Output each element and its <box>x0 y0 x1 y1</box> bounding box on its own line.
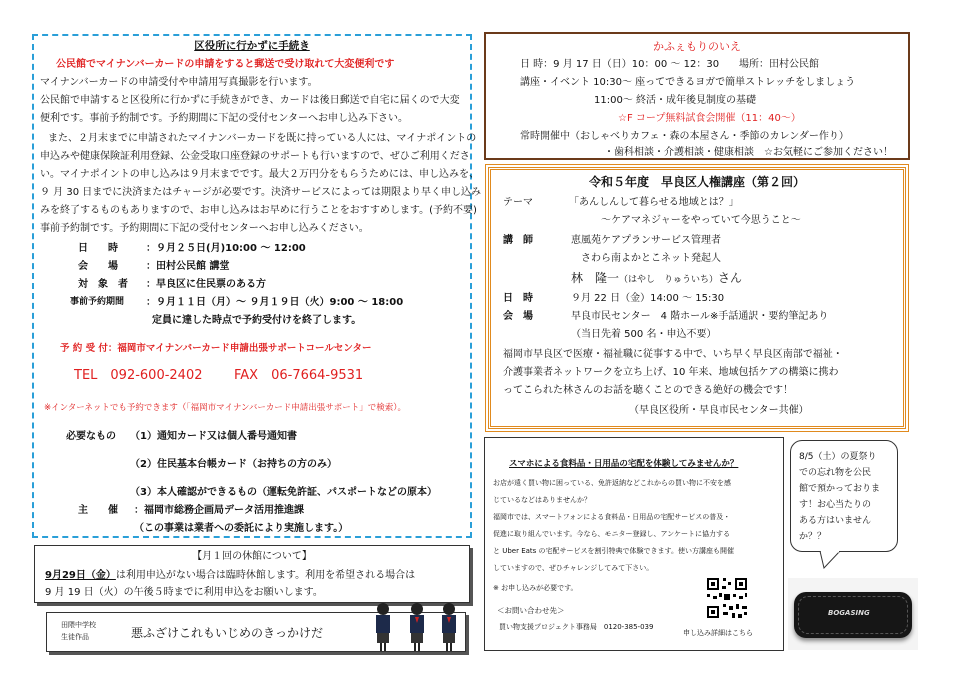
seminar-desc-3: ってこられた林さんのお話を聴くことのできる絶好の機会です！ <box>503 385 793 396</box>
lost-item-bubble <box>790 440 898 552</box>
theme-line-1: 「あんしんして暮らせる地域とは？」 <box>569 197 739 208</box>
paragraph2-line-4: ９ 月 30 日までに決済またはチャージが必要です。決済サービスによっては期限より早く申し込み <box>40 187 481 198</box>
smart-contact-label: ＜お問い合わせ先＞ <box>497 606 565 615</box>
smart-line-6: していますので、ぜひチャレンジしてみて下さい。 <box>493 564 654 572</box>
lecturer-reading: （はやし りゅういち） <box>619 275 719 285</box>
cafe-event-2: 11:00～ 終活・成年後見制度の基礎 <box>594 95 756 106</box>
smart-contact: 買い物支援プロジェクト事務局 0120-385-039 <box>499 623 654 631</box>
student-figure-2 <box>410 603 424 651</box>
students-illustration <box>369 599 465 653</box>
smartphone-delivery-box <box>484 437 784 651</box>
smart-line-1: お店が遠く買い物に困っている、免許返納などこれからの買い物に不安を感 <box>493 479 731 487</box>
qr-caption: 申し込み詳細はこちら <box>683 629 753 637</box>
student-figure-1 <box>376 603 390 651</box>
seminar-capacity: （当日先着 500 名・申込不要） <box>571 329 717 340</box>
intro-line-3: 便利です。事前予約制です。予約期間に下記の受付センターへお申し込み下さい。 <box>40 113 408 124</box>
seminar-desc-1: 福岡市早良区で医療・福祉職に従事する中で、いち早く早良区南部で福祉・ <box>503 349 843 360</box>
paragraph2-line-2: 申込みや健康保険証利用登録、公金受取口座登録のサポートも行いますので、ぜひご利用くださ <box>40 151 470 162</box>
target-label: 対 象 者 <box>78 279 128 290</box>
seminar-venue-value: 早良市民センター 4 階ホール※手話通訳・要約筆記あり <box>571 311 829 322</box>
booking-value: ：９月１１日（月）～ ９月１９日（火）9:00 ～ 18:00 <box>146 297 404 308</box>
seminar-desc-2: 介護事業者ネットワークを立ち上げ、10 年来、地域包括ケアの構築に携わ <box>503 367 839 378</box>
lecturer-title-1: 恵風苑ケアプランサービス管理者 <box>571 235 721 246</box>
closure-date: 9月29日（金） <box>45 570 116 581</box>
smart-title: スマホによる食料品・日用品の宅配を体験してみませんか？ <box>509 459 739 469</box>
paragraph2-line-5: みを終了するものもありますので、お申し込みはお早めに行うことをおすすめします。(予約不要) <box>40 205 477 216</box>
student-work-banner <box>46 612 466 652</box>
smart-line-4: 促進に取り組んでいます。今なら、モニター登録し、アンケートに協力する <box>493 530 731 538</box>
closure-line2: 9 月 19 日（火）の午後５時までに利用申込をお願いします。 <box>45 587 323 598</box>
cafe-title: かふぇもりのいえ <box>653 40 741 53</box>
bubble-line-5: ある方はいません <box>799 516 872 526</box>
closure-notice <box>34 545 470 603</box>
pencil-case-brand: BOGASING <box>828 609 870 617</box>
bubble-line-3: 館で預かっておりま <box>799 484 881 494</box>
seminar-host: （早良区役所・早良市民センター共催） <box>629 405 809 416</box>
organizer-value: ：福岡市総務企画局データ活用推進課 <box>134 505 304 516</box>
venue-value: ：田村公民館 講堂 <box>146 261 230 272</box>
bubble-line-6: か？？ <box>799 532 827 542</box>
qr-code-icon[interactable] <box>705 576 749 620</box>
lecturer-label: 講 師 <box>503 235 533 246</box>
cafe-fcoop: ☆F コープ無料試食会開催（11：40～） <box>618 113 801 124</box>
bubble-tail <box>818 551 842 569</box>
cafe-datetime: 日 時：9 月 17 日（日）10：00 ～ 12：30 場所：田村公民館 <box>520 59 820 70</box>
venue-label: 会 場 <box>78 261 118 272</box>
internet-note: ※インターネットでも予約できます（「福岡市マイナンバーカード申請出張サポート」で検索）。 <box>44 403 407 413</box>
tel-number[interactable]: TEL 092-600-2402 <box>74 368 203 383</box>
closure-title: 【月１回の休館について】 <box>192 551 312 562</box>
date-label: 日 時 <box>78 243 118 254</box>
prereservation-note: 事前予約制です。予約期間に下記の受付センターへお申し込みください。 <box>40 223 369 234</box>
student-work-label: 生徒作品 <box>61 633 89 641</box>
seminar-date-value: ９月 22 日（金）14:00 ～ 15:30 <box>571 293 725 304</box>
theme-label: テーマ <box>503 197 533 208</box>
paragraph2-line-1: また、２月末までに申請されたマイナンバーカードを既に持っている人には、マイナポイントの <box>48 133 477 144</box>
needs-label: 必要なもの <box>66 431 116 442</box>
student-slogan: 悪ふざけこれもいじめのきっかけだ <box>131 626 324 640</box>
mynumber-title: 区役所に行かずに手続き <box>194 40 310 52</box>
smart-line-2: じているなどはありませんか？ <box>493 496 591 504</box>
target-value: ：早良区に住民票のある方 <box>146 279 266 290</box>
lecturer-name: 林 隆一 <box>571 271 620 285</box>
organizer-label: 主 催 <box>78 505 118 516</box>
student-figure-3 <box>442 603 456 651</box>
seminar-venue-label: 会 場 <box>503 311 533 322</box>
intro-line-2: 公民館で申請すると区役所に行かずに手続きができ、カードは後日郵送で自宅に届くので大変 <box>40 95 460 106</box>
seminar-date-label: 日 時 <box>503 293 533 304</box>
organizer-note: （この事業は業者への委託により実施します。） <box>134 523 349 534</box>
smart-note: ※ お申し込みが必要です。 <box>493 584 578 592</box>
lecturer-title-2: さわら南よかとこネット発起人 <box>581 253 721 264</box>
smart-line-5: と Uber Eats の宅配サービスを割引特典で体験できます。使い方講座も開催 <box>493 547 734 555</box>
theme-line-2: ～ケアマネジャーをやっていて今思うこと～ <box>601 215 801 226</box>
student-school: 田隈中学校 <box>61 621 96 629</box>
human-rights-seminar-box <box>488 167 906 429</box>
needs-item-3: （3）本人確認ができるもの（運転免許証、パスポートなどの原本） <box>130 487 437 498</box>
mynumber-panel <box>32 34 481 538</box>
mynumber-subtitle: 公民館でマイナンバーカードの申請をすると郵送で受け取れて大変便利です <box>56 59 395 70</box>
reservation-center: 予 約 受 付：福岡市マイナンバーカード申請出張サポートコールセンター <box>60 343 372 354</box>
cafe-event-1: 講座・イベント 10:30～ 座ってできるヨガで簡単ストレッチをしましょう <box>520 77 856 88</box>
seminar-title: 令和５年度 早良区人権講座（第２回） <box>588 175 805 189</box>
cafe-morinoie-box <box>484 32 910 160</box>
lecturer-honorific: さん <box>718 271 743 285</box>
pencil-case <box>794 592 912 638</box>
smart-line-3: 福岡市では、スマートフォンによる食料品・日用品の宅配サービスの普及・ <box>493 513 731 521</box>
cafe-regular-1: 常時開催中（おしゃべりカフェ・森の本屋さん・季節のカレンダー作り） <box>520 131 849 142</box>
intro-line-1: マイナンバーカードの申請受付や申請用写真撮影を行います。 <box>40 77 318 88</box>
bubble-line-2: での忘れ物を公民 <box>799 468 872 478</box>
needs-item-2: （2）住民基本台帳カード（お持ちの方のみ） <box>130 459 337 470</box>
needs-item-1: （1）通知カード又は個人番号通知書 <box>130 431 297 442</box>
bubble-line-4: す！お心当たりの <box>799 500 872 510</box>
booking-label: 事前予約期間 <box>70 297 125 307</box>
cafe-regular-2: ・歯科相談・介護相談・健康相談 ☆お気軽にご参加ください！ <box>604 147 893 158</box>
fax-number: FAX 06-7664-9531 <box>234 368 364 383</box>
lost-item-photo <box>788 578 918 650</box>
paragraph2-line-3: い。マイナポイントの申し込みは９月末までです。最大２万円分をもらうためには、申し込みを、 <box>40 169 479 180</box>
booking-note: 定員に達した時点で予約受付けを終了します。 <box>152 315 362 326</box>
closure-line1: は利用申込がない場合は臨時休館します。利用を希望される場合は <box>115 570 416 581</box>
date-value: ：９月２５日(月)10:00 ～ 12:00 <box>146 243 306 254</box>
bubble-line-1: 8/5（土）の夏祭り <box>799 452 877 462</box>
